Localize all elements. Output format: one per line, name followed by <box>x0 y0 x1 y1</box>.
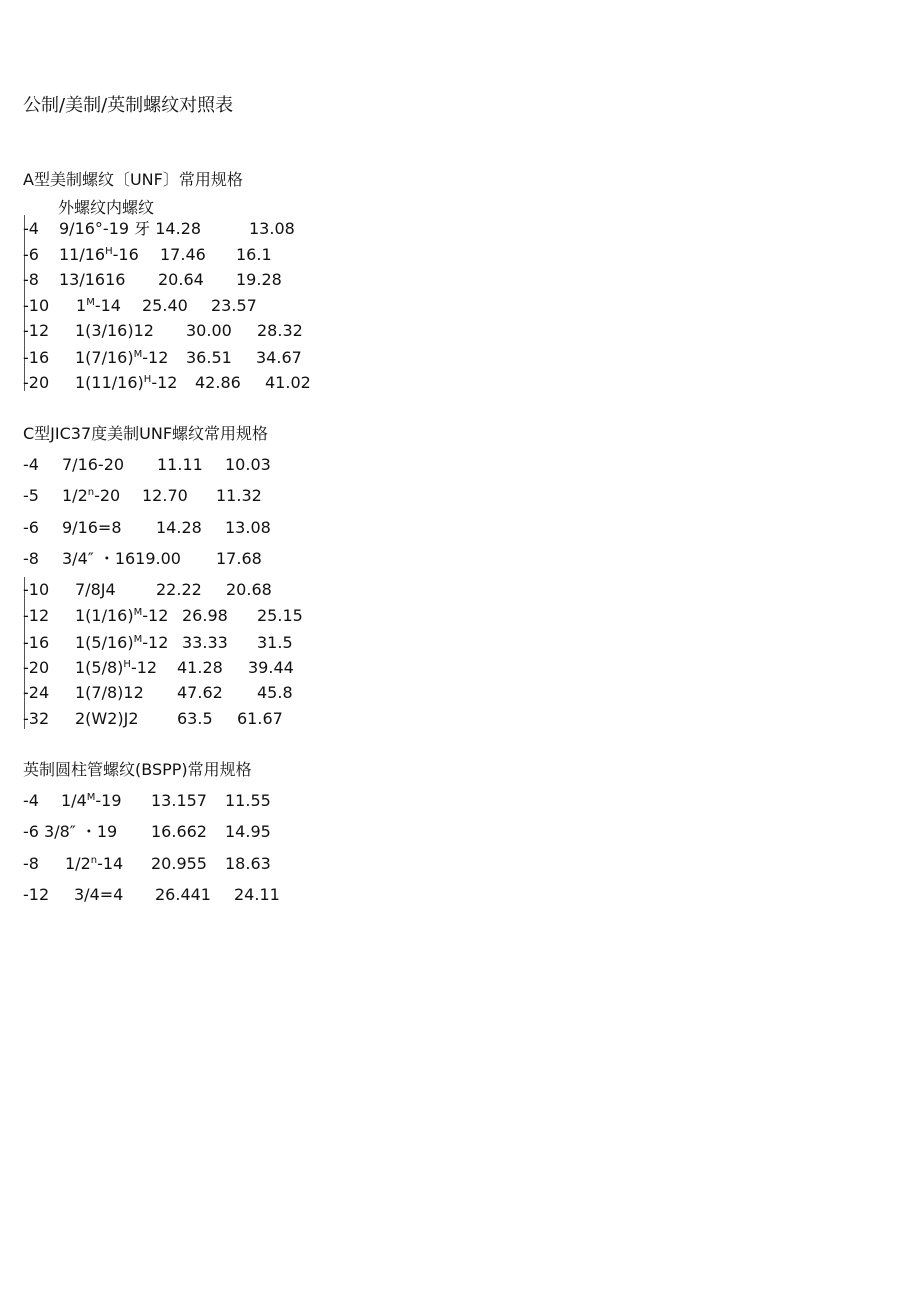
thread-spec: 1/2$^n$-14 <box>65 854 124 873</box>
outer-diameter: 22.22 <box>156 580 202 599</box>
thread-spec: 7/8J4 <box>75 580 116 599</box>
outer-diameter: 13.157 <box>151 791 207 810</box>
dash-size: -8 <box>23 549 39 568</box>
outer-diameter: 63.5 <box>177 709 213 728</box>
outer-diameter: 14.28 <box>150 219 202 238</box>
inner-diameter: 28.32 <box>257 321 303 340</box>
thread-spec: 9/16°-19 牙 14.28 <box>59 219 202 238</box>
thread-spec: $1(5/8)^H-12$ <box>75 658 158 677</box>
inner-diameter: 24.11 <box>234 885 280 904</box>
dash-size: -4 <box>23 791 39 810</box>
inner-diameter: 10.03 <box>225 455 271 474</box>
thread-spec: 1(7/8)12 <box>75 683 144 702</box>
thread-spec: $1^M-14$ <box>76 296 121 315</box>
thread-spec: 7/16-20 <box>62 455 125 474</box>
inner-diameter: 34.67 <box>256 348 302 367</box>
dash-size: -24 <box>23 683 50 702</box>
thread-spec: 9/16=8 <box>62 518 122 537</box>
dash-size: -4 <box>23 219 39 238</box>
dash-size: -20 <box>23 373 50 392</box>
dash-size: -12 <box>23 606 50 625</box>
outer-diameter: 20.955 <box>151 854 207 873</box>
inner-diameter: 18.63 <box>225 854 271 873</box>
inner-diameter: 41.02 <box>265 373 311 392</box>
outer-diameter: 12.70 <box>142 486 188 505</box>
inner-diameter: 39.44 <box>248 658 294 677</box>
thread-spec: $1/4^M-19$ <box>61 791 122 810</box>
outer-diameter: 33.33 <box>182 633 228 652</box>
thread-spec: 13/1616 <box>59 270 126 289</box>
outer-diameter: 30.00 <box>186 321 232 340</box>
dash-size: -12 <box>23 321 50 340</box>
outer-diameter: 36.51 <box>186 348 232 367</box>
dash-size: -8 <box>23 270 39 289</box>
outer-diameter: 47.62 <box>177 683 223 702</box>
inner-diameter: 13.08 <box>225 518 271 537</box>
outer-diameter: 26.98 <box>182 606 228 625</box>
section-c-heading: C型JIC37度美制UNF螺纹常用规格 <box>23 424 269 443</box>
inner-diameter: 16.1 <box>236 245 272 264</box>
inner-diameter: 17.68 <box>216 549 262 568</box>
dash-size: -10 <box>23 580 50 599</box>
outer-diameter: 42.86 <box>195 373 241 392</box>
outer-diameter: 11.11 <box>157 455 203 474</box>
outer-diameter: 25.40 <box>142 296 188 315</box>
section-a-heading: A型美制螺纹〔UNF〕常用规格 <box>23 170 243 189</box>
outer-diameter: 16.662 <box>151 822 207 841</box>
thread-spec: $11/16^H-16$ <box>59 245 139 264</box>
inner-diameter: 14.95 <box>225 822 271 841</box>
thread-spec: $1(5/16)^M-12$ <box>75 633 169 652</box>
section-a-subheading: 外螺纹内螺纹 <box>58 198 155 217</box>
dash-size: -4 <box>23 455 39 474</box>
thread-spec: 3/4″ ・1619.00 <box>62 549 181 568</box>
outer-diameter: 14.28 <box>156 518 202 537</box>
outer-diameter: 20.64 <box>158 270 204 289</box>
inner-diameter: 45.8 <box>257 683 293 702</box>
inner-diameter: 23.57 <box>211 296 257 315</box>
dash-size: -20 <box>23 658 50 677</box>
dash-size: -16 <box>23 348 50 367</box>
section-bspp-heading: 英制圆柱管螺纹(BSPP)常用规格 <box>23 760 252 779</box>
thread-spec: 1(3/16)12 <box>75 321 154 340</box>
dash-size: -5 <box>23 486 39 505</box>
page-title: 公制/美制/英制螺纹对照表 <box>23 95 234 116</box>
outer-diameter: 17.46 <box>160 245 206 264</box>
thread-spec: $1(1/16)^M-12$ <box>75 606 169 625</box>
inner-diameter: 61.67 <box>237 709 283 728</box>
dash-size: -6 3/8″ ・19 <box>23 822 118 841</box>
dash-size: -6 <box>23 245 39 264</box>
dash-size: -12 <box>23 885 50 904</box>
thread-spec: 2(W2)J2 <box>75 709 139 728</box>
dash-size: -16 <box>23 633 50 652</box>
dash-size: -8 <box>23 854 39 873</box>
inner-diameter: 11.55 <box>225 791 271 810</box>
inner-diameter: 25.15 <box>257 606 303 625</box>
thread-spec: $1(11/16)^H-12$ <box>75 373 178 392</box>
inner-diameter: 31.5 <box>257 633 293 652</box>
inner-diameter: 13.08 <box>249 219 295 238</box>
outer-diameter: 26.441 <box>155 885 211 904</box>
thread-spec: 1/2$^n$-20 <box>62 486 121 505</box>
thread-spec: 3/4=4 <box>74 885 124 904</box>
inner-diameter: 19.28 <box>236 270 282 289</box>
outer-diameter: 41.28 <box>177 658 223 677</box>
dash-size: -32 <box>23 709 50 728</box>
dash-size: -10 <box>23 296 50 315</box>
dash-size: -6 <box>23 518 39 537</box>
inner-diameter: 20.68 <box>226 580 272 599</box>
thread-spec: $1(7/16)^M-12$ <box>75 348 169 367</box>
inner-diameter: 11.32 <box>216 486 262 505</box>
